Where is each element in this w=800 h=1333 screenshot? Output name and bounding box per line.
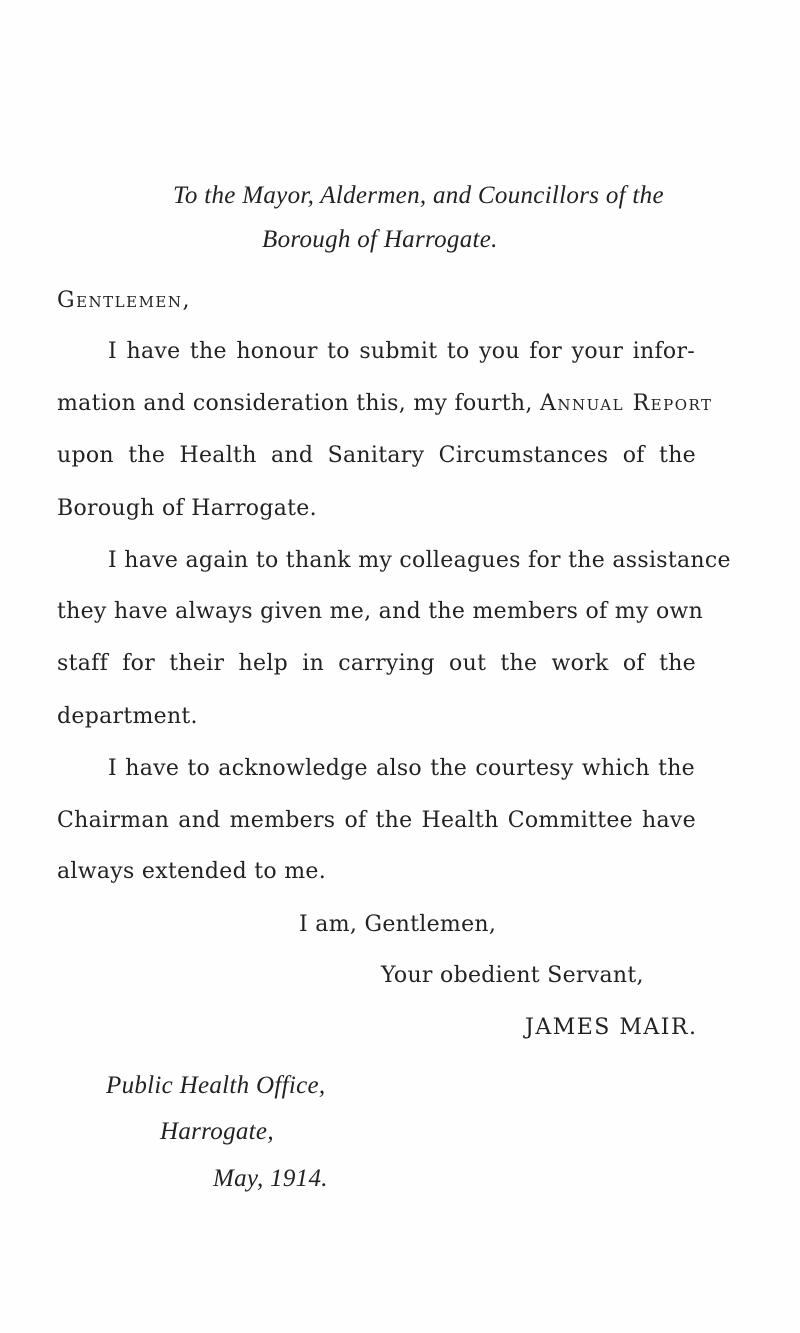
salutation: Gentlemen, (57, 288, 191, 313)
paragraph-2-line-1: I have again to thank my colleagues for the assistance (108, 548, 731, 573)
paragraph-1-line-4: Borough of Harrogate. (57, 496, 317, 521)
closing-line-2: Your obedient Servant, (381, 963, 644, 988)
paragraph-3-line-2: Chairman and members of the Health Committee have (57, 808, 696, 833)
paragraph-1-line-2 (57, 390, 713, 418)
paragraph-1-line-3: upon the Health and Sanitary Circumstances of the (57, 443, 696, 468)
signature: JAMES MAIR. (525, 1015, 698, 1040)
origin-line-2: Harrogate, (160, 1118, 274, 1145)
annual-report-emphasis: Annual Report (539, 391, 713, 416)
origin-line-3: May, 1914. (213, 1165, 328, 1192)
origin-line-1: Public Health Office, (106, 1072, 326, 1099)
paragraph-2-line-2: they have always given me, and the members of my own (57, 599, 704, 624)
address-line-1: To the Mayor, Aldermen, and Councillors of the (173, 182, 664, 209)
paragraph-2-line-3: staff for their help in carrying out the work of the (57, 651, 696, 676)
closing-line-1: I am, Gentlemen, (299, 912, 497, 937)
address-line-2: Borough of Harrogate. (262, 226, 498, 253)
paragraph-3-line-3: always extended to me. (57, 859, 326, 884)
paragraph-2-line-4: department. (57, 704, 198, 729)
paragraph-3-line-1: I have to acknowledge also the courtesy which the (108, 756, 695, 781)
paragraph-1-line-2-text: mation and consideration this, my fourth, (57, 391, 533, 416)
paragraph-1-line-1: I have the honour to submit to you for your infor- (108, 339, 695, 364)
